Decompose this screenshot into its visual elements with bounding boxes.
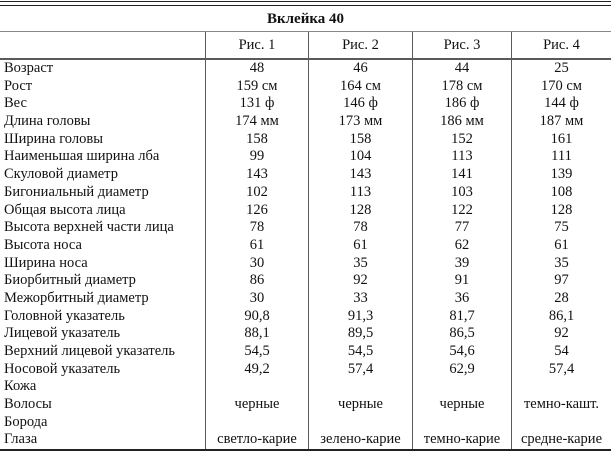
cell-value: 186 мм (440, 113, 484, 130)
cell-value: 164 см (340, 77, 381, 94)
cell-value: 158 (246, 130, 268, 147)
cell-value: 25 (554, 60, 569, 76)
row-label: Ширина головы (4, 130, 103, 147)
cell-value: 126 (246, 201, 268, 218)
cell-value: 97 (554, 272, 569, 289)
row-label: Биорбитный диаметр (4, 272, 136, 289)
cell-value: зелено-карие (320, 431, 401, 448)
cell-value: 35 (353, 254, 368, 271)
cell-value: 159 см (236, 77, 278, 94)
row-label: Длина головы (4, 113, 91, 130)
cell-value (512, 414, 611, 432)
cell-value (413, 378, 511, 396)
cell-value: 122 (451, 201, 473, 218)
header-cell-fig3: Рис. 3 (412, 32, 511, 58)
row-label: Бигониальный диаметр (4, 183, 149, 200)
cell-value (206, 378, 308, 396)
cell-value: 99 (249, 148, 265, 165)
cell-value: 144 ф (544, 95, 579, 112)
cell-value: 49,2 (244, 360, 270, 377)
cell-value: 78 (353, 219, 368, 236)
cell-value: 77 (454, 219, 470, 236)
cell-value: 111 (551, 148, 572, 165)
row-label: Носовой указатель (4, 360, 121, 377)
header-cell-fig1: Рис. 1 (205, 32, 308, 58)
cell-value: 54,5 (347, 343, 374, 359)
cell-value: средне-карие (520, 431, 603, 448)
cell-value: 61 (353, 236, 368, 253)
cell-value: 61 (249, 236, 265, 253)
cell-value: 28 (554, 289, 569, 306)
cell-value: 174 мм (235, 113, 279, 130)
cell-value: 54,5 (244, 343, 270, 359)
cell-value (309, 414, 412, 432)
cell-value: 131 ф (239, 95, 275, 112)
cell-value (512, 378, 611, 396)
cell-value: 44 (454, 60, 470, 76)
row-label: Наименьшая ширина лба (4, 148, 160, 165)
cell-value: 143 (246, 166, 268, 183)
row-label: Лицевой указатель (4, 325, 121, 342)
cell-value: 91,3 (347, 307, 374, 324)
cell-value: 57,4 (347, 360, 374, 377)
cell-value: 35 (554, 254, 569, 271)
cell-value: 91 (454, 272, 470, 289)
row-label: Борода (4, 413, 48, 430)
cell-value: 113 (349, 183, 372, 200)
cell-value: 146 ф (343, 95, 378, 112)
cell-value: 57,4 (548, 360, 575, 377)
cell-value: 152 (451, 130, 473, 147)
figure-value-column (412, 60, 511, 449)
header-cell-fig4: Рис. 4 (511, 32, 611, 58)
cell-value: 102 (246, 183, 268, 200)
cell-value: 143 (349, 166, 372, 183)
cell-value: 48 (249, 60, 265, 76)
cell-value: 103 (451, 183, 473, 200)
cell-value: 141 (451, 166, 473, 183)
cell-value: 78 (249, 219, 265, 236)
cell-value: 90,8 (244, 307, 270, 324)
cell-value: 89,5 (347, 325, 374, 342)
row-label: Глаза (4, 431, 38, 448)
row-label: Верхний лицевой указатель (4, 343, 176, 359)
figure-value-column (205, 60, 308, 449)
row-label-column (0, 60, 205, 449)
cell-value (206, 414, 308, 432)
cell-value: 39 (454, 254, 470, 271)
table-header-row (0, 32, 611, 60)
cell-value: 104 (349, 148, 372, 165)
cell-value: 36 (454, 289, 470, 306)
cell-value: 187 мм (539, 113, 584, 130)
row-label: Рост (4, 77, 33, 94)
cell-value (309, 378, 412, 396)
cell-value: 139 (550, 166, 573, 183)
cell-value: 128 (550, 201, 573, 218)
cell-value (413, 414, 511, 432)
row-label: Кожа (4, 378, 37, 395)
cell-value: 92 (353, 272, 368, 289)
row-label: Вес (4, 95, 27, 112)
figure-value-column (511, 60, 611, 449)
figure-value-column (308, 60, 412, 449)
cell-value: светло-карие (217, 431, 297, 448)
cell-value: 62,9 (449, 360, 475, 377)
cell-value: 108 (550, 183, 573, 200)
cell-value: 88,1 (244, 325, 270, 342)
cell-value: 81,7 (449, 307, 475, 324)
row-label: Высота носа (4, 236, 82, 253)
cell-value: 33 (353, 289, 368, 306)
cell-value: 86,1 (548, 307, 575, 324)
cell-value: 158 (349, 130, 372, 147)
row-label: Волосы (4, 396, 52, 413)
cell-value: 170 см (541, 77, 582, 94)
table-body (0, 60, 611, 451)
row-label: Ширина носа (4, 254, 88, 271)
cell-value: 86 (249, 272, 265, 289)
cell-value: 54 (554, 343, 569, 359)
cell-value: 128 (349, 201, 372, 218)
header-cell-fig2: Рис. 2 (308, 32, 412, 58)
cell-value: 54,6 (449, 343, 475, 359)
cell-value: 86,5 (449, 325, 475, 342)
cell-value: 113 (451, 148, 473, 165)
cell-value: 186 ф (444, 95, 480, 112)
cell-value: 30 (249, 254, 265, 271)
cell-value: черные (234, 396, 280, 413)
cell-value: 75 (554, 219, 569, 236)
table-title: Вклейка 40 (0, 6, 611, 32)
cell-value: 161 (550, 130, 573, 147)
cell-value: темно-карие (423, 431, 501, 448)
cell-value: 173 мм (338, 113, 383, 130)
cell-value: 61 (554, 236, 569, 253)
row-label: Скуловой диаметр (4, 166, 118, 183)
row-label: Высота верхней части лица (4, 219, 174, 236)
cell-value: черные (338, 396, 383, 413)
cell-value: 62 (454, 236, 470, 253)
row-label: Возраст (4, 60, 54, 76)
row-label: Межорбитный диаметр (4, 289, 149, 306)
row-label: Общая высота лица (4, 201, 126, 218)
cell-value: черные (439, 396, 485, 413)
cell-value: 178 см (441, 77, 483, 94)
cell-value: 92 (554, 325, 569, 342)
row-label: Головной указатель (4, 307, 125, 324)
cell-value: 30 (249, 289, 265, 306)
cell-value: темно-кашт. (523, 396, 600, 413)
cell-value: 46 (353, 60, 368, 76)
header-cell-empty (0, 32, 205, 58)
